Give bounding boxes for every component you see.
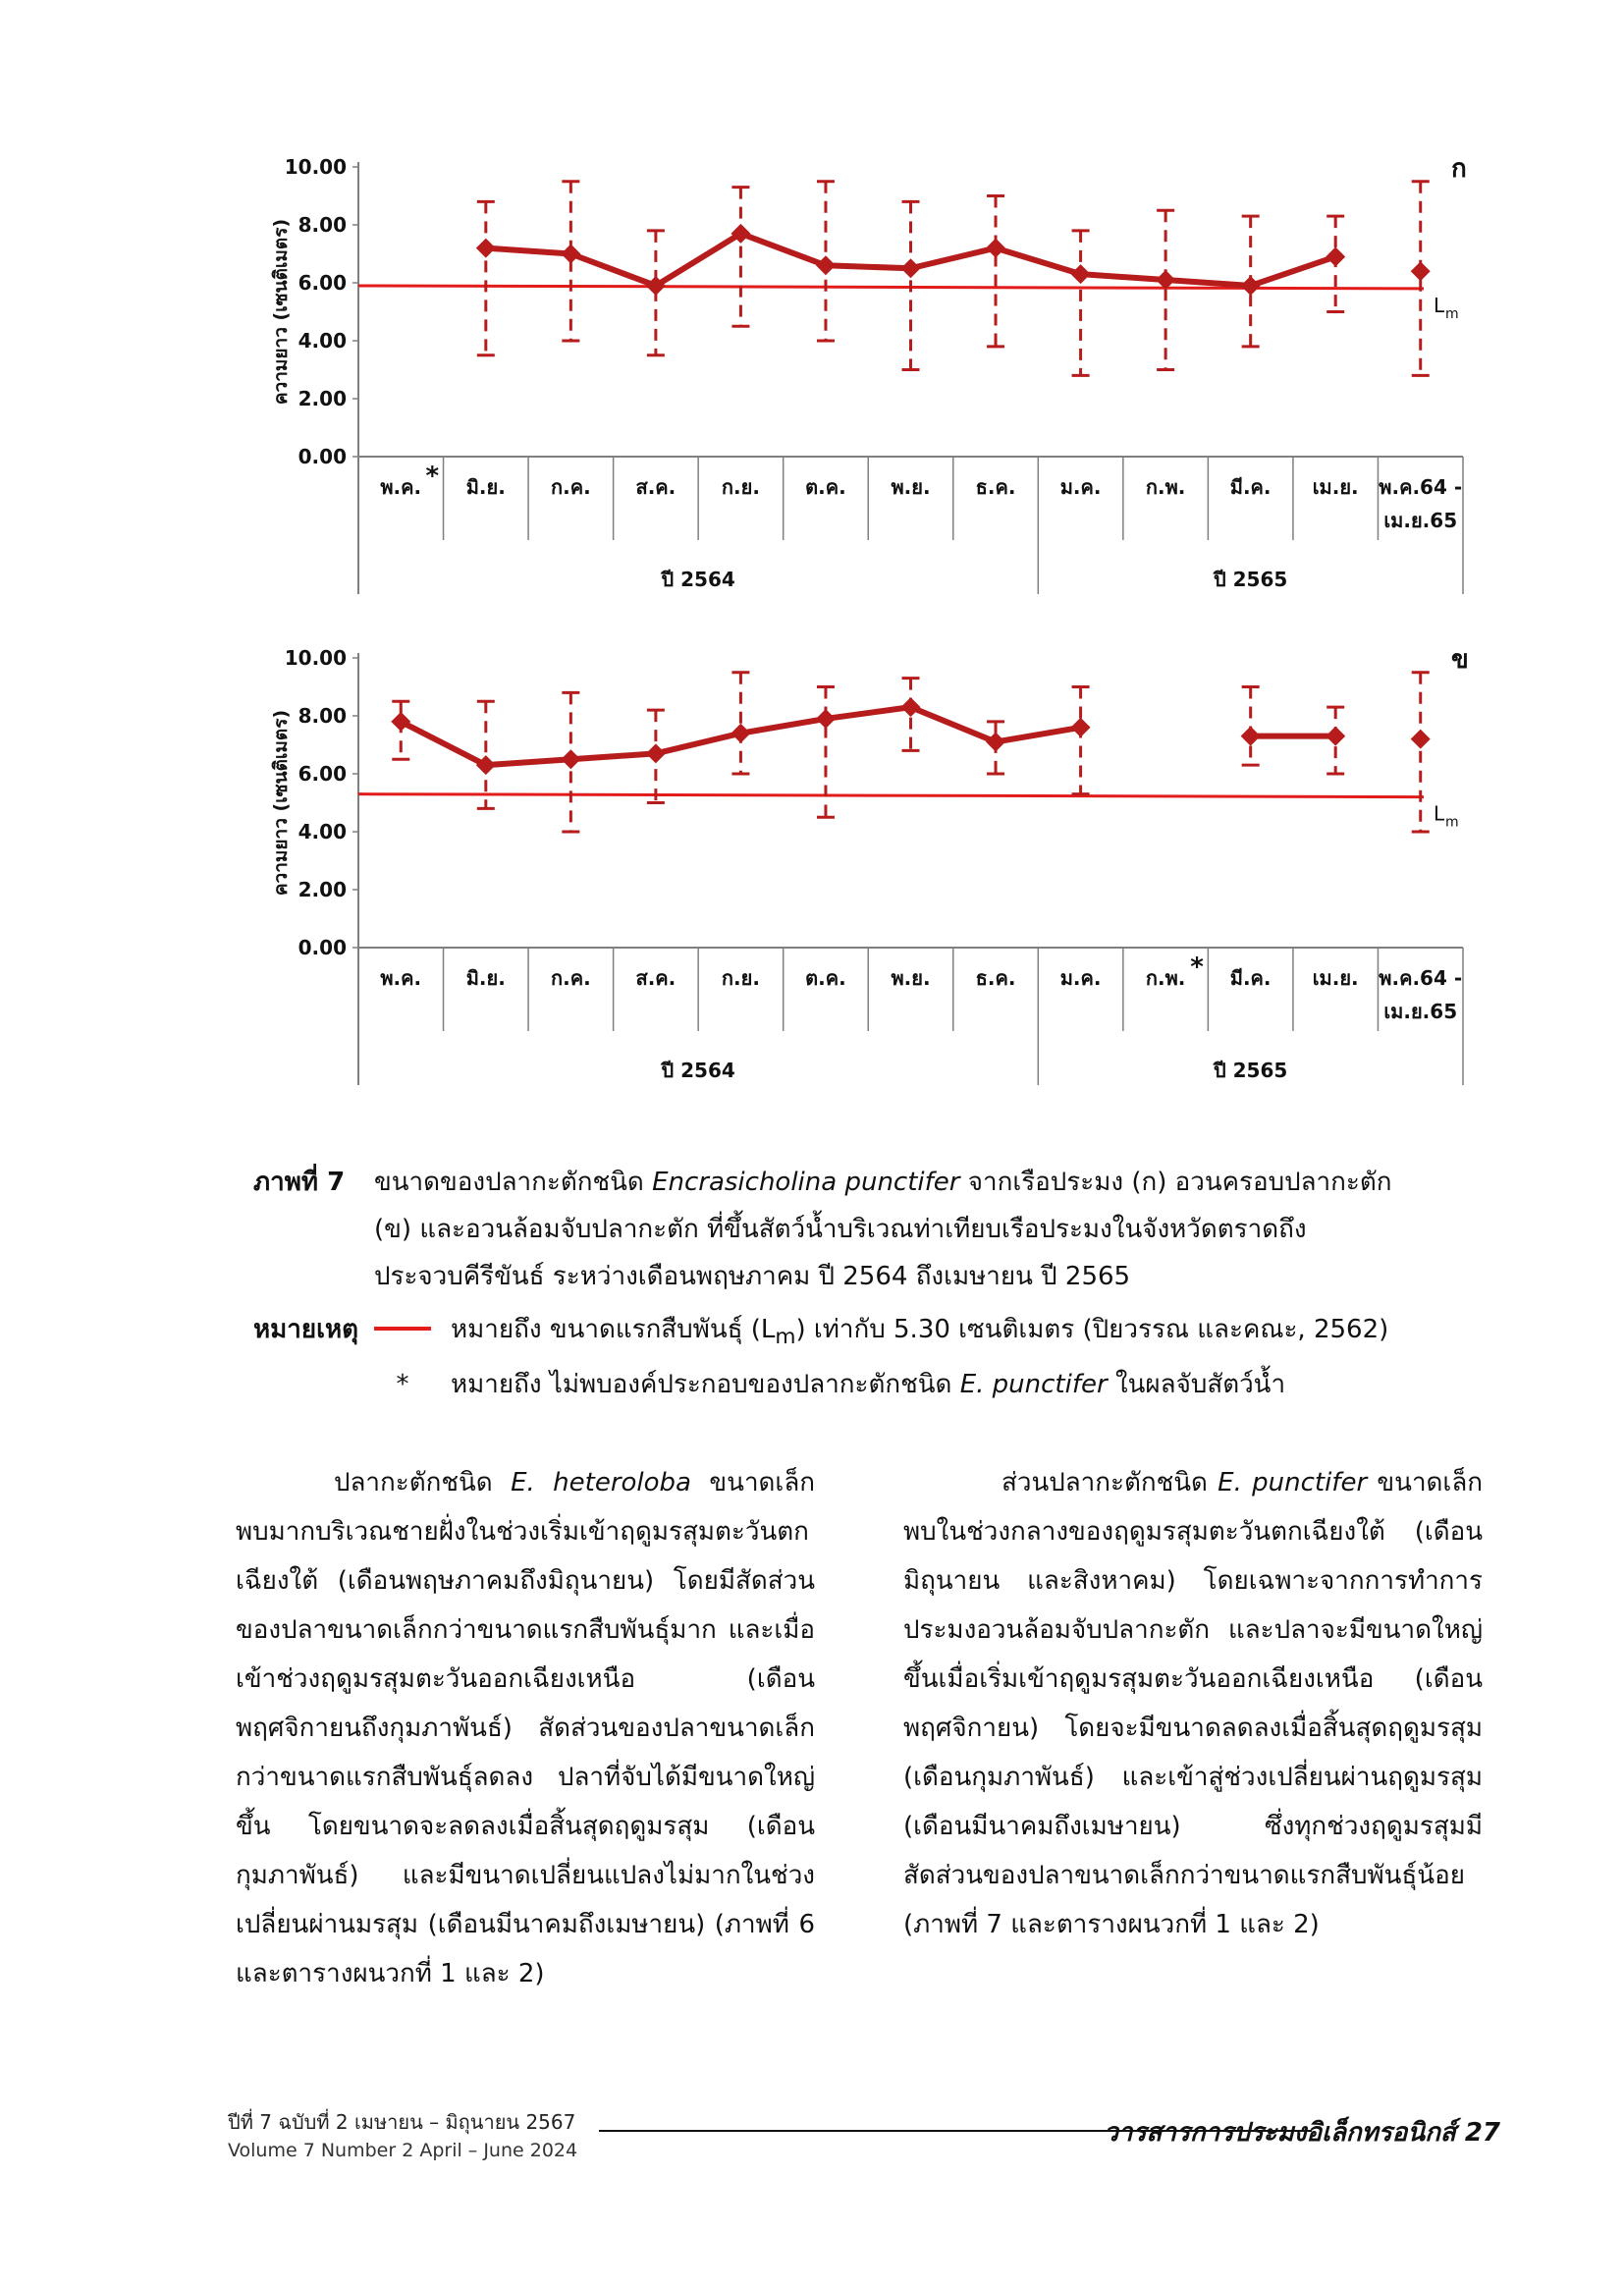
species-name: E. punctifer xyxy=(1218,1468,1368,1497)
x-tick-label: พ.ค.64 - xyxy=(1379,966,1463,990)
mean-line-segment xyxy=(911,248,997,269)
panel-label: ข xyxy=(1451,645,1469,675)
x-tick-label: เม.ย.65 xyxy=(1383,509,1458,532)
y-tick-label: 0.00 xyxy=(298,445,347,468)
body-text: ส่วนปลากะตักชนิด xyxy=(1001,1468,1218,1497)
y-tick-label: 2.00 xyxy=(298,387,347,410)
no-sample-star: * xyxy=(1190,952,1204,982)
x-tick-label: เม.ย. xyxy=(1312,966,1359,990)
year-group-label: ปี 2564 xyxy=(661,1059,735,1082)
mean-marker xyxy=(1326,246,1345,266)
mean-line-segment xyxy=(740,719,826,734)
mean-marker xyxy=(1071,718,1091,737)
mean-line-segment xyxy=(401,722,486,765)
lm-label-subscript: m xyxy=(1445,305,1459,322)
y-tick-label: 10.00 xyxy=(284,155,347,179)
y-tick-label: 8.00 xyxy=(298,704,347,728)
mean-marker xyxy=(1326,727,1345,746)
caption-species: Encrasicholina punctifer xyxy=(652,1168,960,1197)
mean-marker xyxy=(816,255,836,275)
x-tick-label: เม.ย.65 xyxy=(1383,1000,1458,1023)
figure-caption xyxy=(253,1159,1500,1300)
mean-marker xyxy=(1241,727,1261,746)
mean-marker xyxy=(901,258,921,278)
mean-marker xyxy=(561,749,580,769)
body-text: ปลากะตักชนิด xyxy=(334,1468,512,1497)
caption-label: ภาพที่ 7 xyxy=(253,1168,346,1197)
note-subscript: m xyxy=(775,1325,796,1350)
footer-issue-en: Volume 7 Number 2 April – June 2024 xyxy=(228,2140,578,2161)
y-tick-label: 4.00 xyxy=(298,820,347,844)
x-tick-label: พ.ย. xyxy=(891,966,931,990)
lm-reference-line xyxy=(358,794,1424,797)
x-tick-label: ธ.ค. xyxy=(975,966,1016,990)
x-tick-label: ก.ย. xyxy=(721,475,760,499)
y-tick-label: 6.00 xyxy=(298,762,347,786)
page-footer xyxy=(228,2106,1500,2175)
x-tick-label: พ.ย. xyxy=(891,475,931,499)
y-tick-label: 4.00 xyxy=(298,329,347,353)
lm-label: L xyxy=(1434,293,1445,317)
y-tick-label: 6.00 xyxy=(298,271,347,295)
mean-marker xyxy=(901,697,921,717)
note-text: ในผลจับสัตว์น้ำ xyxy=(1107,1370,1286,1400)
mean-line-segment xyxy=(1081,274,1166,280)
x-tick-label: พ.ค. xyxy=(380,475,422,499)
footer-issue-th: ปีที่ 7 ฉบับที่ 2 เมษายน – มิถุนายน 2567 xyxy=(228,2110,576,2134)
no-sample-star: * xyxy=(425,462,440,491)
x-tick-label: ม.ค. xyxy=(1059,966,1102,990)
x-tick-label: พ.ค. xyxy=(380,966,422,990)
caption-text: ประจวบคีรีขันธ์ ระหว่างเดือนพฤษภาคม ปี 2564 ถึงเมษายน ปี 2565 xyxy=(374,1262,1131,1291)
body-text: ขนาดเล็กพบในช่วงกลางของฤดูมรสุมตะวันตกเฉียงใต้ (เดือนมิถุนายน และสิงหาคม) โดยเฉพาะจากการทำการประมงอวนล้อมจับปลากะตัก และปลาจะมีขนาดใหญ่ขึ้นเมื่อเริ่มเข้าฤดูมรสุมตะวันออกเฉียงเหนือ (เดือนพฤศจิกายน) โดยจะมีขนาดลดลงเมื่อสิ้นสุดฤดูมรสุม (เดือนกุมภาพันธ์) และเข้าสู่ช่วงเปลี่ยนผ่านฤดูมรสุม (เดือนมีนาคมถึงเมษายน) ซึ่งทุกช่วงฤดูมรสุมมีสัดส่วนของปลาขนาดเล็กกว่าขนาดแรกสืบพันธุ์น้อย (ภาพที่ 7 และตารางผนวกที่ 1 และ 2) xyxy=(903,1468,1483,1939)
mean-marker xyxy=(986,239,1005,258)
mean-marker xyxy=(476,239,496,258)
panel-label: ก xyxy=(1451,154,1467,184)
year-group-label: ปี 2565 xyxy=(1213,568,1288,591)
body-column-left xyxy=(236,1458,815,1998)
x-tick-label: เม.ย. xyxy=(1312,475,1359,499)
mean-line-segment xyxy=(570,753,656,759)
body-column-right xyxy=(903,1458,1483,1949)
chart-svg xyxy=(245,638,1483,1149)
lm-label: L xyxy=(1434,801,1445,826)
x-tick-label: ก.พ. xyxy=(1145,966,1186,990)
figure-note xyxy=(253,1306,1500,1408)
figure-7a-chart xyxy=(245,147,1483,658)
note-species: E. punctifer xyxy=(959,1370,1108,1400)
chart-svg xyxy=(245,147,1483,658)
mean-marker xyxy=(561,245,580,264)
x-tick-label: ก.ค. xyxy=(551,475,591,499)
x-tick-label: ก.ย. xyxy=(721,966,760,990)
lm-legend-line xyxy=(374,1327,431,1331)
caption-text: ขนาดของปลากะตักชนิด xyxy=(374,1168,653,1197)
year-group-label: ปี 2565 xyxy=(1213,1059,1288,1082)
x-tick-label: มิ.ย. xyxy=(465,966,506,990)
y-tick-label: 8.00 xyxy=(298,213,347,237)
mean-line-segment xyxy=(826,707,911,719)
mean-line-segment xyxy=(1251,256,1336,286)
x-tick-label: ม.ค. xyxy=(1059,475,1102,499)
year-group-label: ปี 2564 xyxy=(661,568,735,591)
note-text: หมายถึง ขนาดแรกสืบพันธุ์ (L xyxy=(451,1315,776,1344)
mean-line-segment xyxy=(996,728,1081,742)
body-text: ขนาดเล็กพบมากบริเวณชายฝั่งในช่วงเริ่มเข้าฤดูมรสุมตะวันตกเฉียงใต้ (เดือนพฤษภาคมถึงมิถุนายน) โดยมีสัดส่วนของปลาขนาดเล็กกว่าขนาดแรกสืบพันธุ์มาก และเมื่อเข้าช่วงฤดูมรสุมตะวันออกเฉียงเหนือ (เดือนพฤศจิกายนถึงกุมภาพันธ์) สัดส่วนของปลาขนาดเล็กกว่าขนาดแรกสืบพันธุ์ลดลง ปลาที่จับได้มีขนาดใหญ่ขึ้น โดยขนาดจะลดลงเมื่อสิ้นสุดฤดูมรสุม (เดือนกุมภาพันธ์) และมีขนาดเปลี่ยนแปลงไม่มากในช่วงเปลี่ยนผ่านมรสุม (เดือนมีนาคมถึงเมษายน) (ภาพที่ 6 และตารางผนวกที่ 1 และ 2) xyxy=(236,1468,815,1988)
y-tick-label: 0.00 xyxy=(298,936,347,959)
x-tick-label: ต.ค. xyxy=(805,966,846,990)
mean-marker xyxy=(731,724,750,743)
caption-text: จากเรือประมง (ก) อวนครอบปลากะตัก xyxy=(959,1168,1392,1197)
species-name: E. heteroloba xyxy=(511,1468,691,1497)
mean-marker xyxy=(391,712,410,732)
x-tick-label: ก.พ. xyxy=(1145,475,1186,499)
x-tick-label: มิ.ย. xyxy=(465,475,506,499)
y-axis-label: ความยาว (เซนติเมตร) xyxy=(270,709,292,897)
mean-line-segment xyxy=(486,759,571,765)
mean-line-segment xyxy=(740,234,826,265)
mean-line-segment xyxy=(656,234,741,286)
x-tick-label: ต.ค. xyxy=(805,475,846,499)
y-axis-label: ความยาว (เซนติเมตร) xyxy=(270,218,292,406)
note-label: หมายเหตุ xyxy=(253,1315,359,1344)
mean-marker xyxy=(476,755,496,775)
mean-marker xyxy=(1241,276,1261,296)
mean-marker xyxy=(1411,261,1431,281)
note-text: ) เท่ากับ 5.30 เซนติเมตร (ปิยวรรณ และคณะ, 2562) xyxy=(795,1315,1389,1344)
x-tick-label: ส.ค. xyxy=(635,966,677,990)
x-tick-label: ธ.ค. xyxy=(975,475,1016,499)
body-paragraph xyxy=(236,1458,815,1998)
lm-label-subscript: m xyxy=(1445,814,1459,831)
mean-marker xyxy=(986,733,1005,752)
mean-marker xyxy=(646,743,666,763)
body-paragraph xyxy=(903,1458,1483,1949)
mean-marker xyxy=(816,709,836,729)
mean-line-segment xyxy=(570,254,656,286)
mean-marker xyxy=(1071,264,1091,284)
x-tick-label: มี.ค. xyxy=(1229,966,1272,990)
mean-line-segment xyxy=(826,265,911,268)
lm-reference-line xyxy=(358,286,1424,289)
star-marker: * xyxy=(396,1370,409,1400)
y-tick-label: 2.00 xyxy=(298,878,347,901)
x-tick-label: พ.ค.64 - xyxy=(1379,475,1463,499)
figure-7b-chart xyxy=(245,638,1483,1149)
mean-line-segment xyxy=(1165,280,1251,286)
x-tick-label: มี.ค. xyxy=(1229,475,1272,499)
caption-text: (ข) และอวนล้อมจับปลากะตัก ที่ขึ้นสัตว์น้ำบริเวณท่าเทียบเรือประมงในจังหวัดตราดถึง xyxy=(374,1215,1307,1244)
x-tick-label: ก.ค. xyxy=(551,966,591,990)
y-tick-label: 10.00 xyxy=(284,646,347,670)
mean-line-segment xyxy=(996,248,1081,275)
x-tick-label: ส.ค. xyxy=(635,475,677,499)
mean-line-segment xyxy=(486,248,571,254)
footer-journal: วารสารการประมงอิเล็กทรอนิกส์ 27 xyxy=(1104,2118,1500,2148)
note-text: หมายถึง ไม่พบองค์ประกอบของปลากะตักชนิด xyxy=(451,1370,960,1400)
mean-line-segment xyxy=(656,734,741,754)
mean-marker xyxy=(1411,730,1431,749)
mean-line-segment xyxy=(911,707,997,741)
